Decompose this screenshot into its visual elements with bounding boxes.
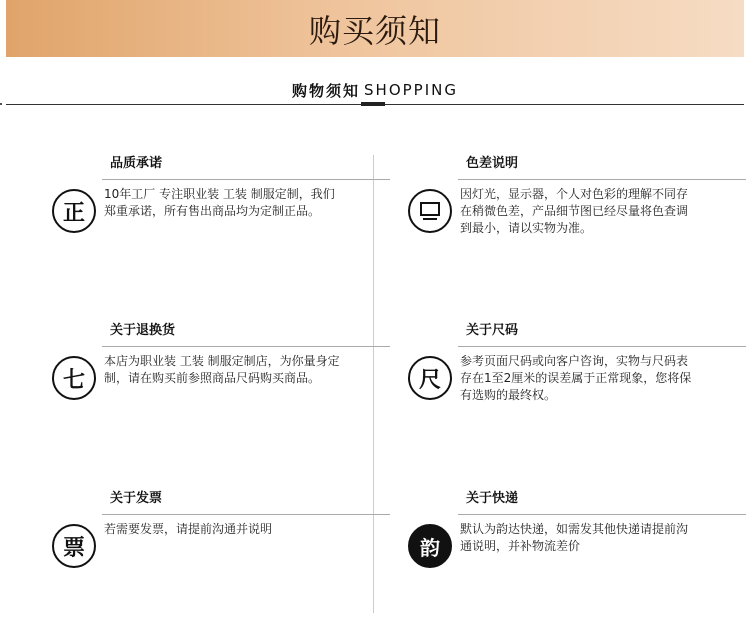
card-title: 关于发票	[110, 491, 163, 506]
card-rule	[458, 179, 746, 180]
card-text: 若需要发票，请提前沟通并说明	[104, 522, 273, 536]
card-quality-promise	[52, 152, 352, 252]
heading-accent-bar	[361, 102, 385, 106]
card-text: 本店为职业装 工装 制服定制店，为你量身定制，请在购买前参照商品尺码购买商品。	[104, 354, 340, 385]
card-title: 关于尺码	[466, 323, 519, 338]
banner-title: 购买须知	[308, 11, 441, 50]
card-rule	[102, 179, 390, 180]
card-text: 参考页面尺码或向客户咨询，实物与尺码表存在1至2厘米的误差属于正常现象，您将保有选购的最终权。	[460, 354, 692, 402]
card-title: 关于退换货	[110, 323, 176, 338]
card-rule	[458, 346, 746, 347]
zheng-icon: 正	[52, 189, 96, 233]
card-title: 色差说明	[466, 156, 519, 171]
divider-dot	[0, 103, 2, 105]
card-color-difference	[408, 152, 708, 252]
card-title: 品质承诺	[110, 156, 163, 171]
card-text: 默认为韵达快递，如需发其他快递请提前沟通说明，并补物流差价	[460, 522, 689, 553]
card-sizing	[408, 319, 708, 419]
section-title-en: SHOPPING	[364, 81, 458, 99]
column-divider	[373, 155, 374, 613]
section-title-cn: 购物须知	[292, 81, 361, 100]
card-shipping	[408, 487, 708, 587]
card-rule	[102, 346, 390, 347]
chi-icon: 尺	[408, 356, 452, 400]
card-text: 10年工厂 专注职业装 工装 制服定制，我们郑重承诺，所有售出商品均为定制正品。	[104, 187, 335, 218]
card-rule	[102, 514, 390, 515]
card-title: 关于快递	[466, 491, 519, 506]
card-returns	[52, 319, 352, 419]
monitor-icon	[408, 189, 452, 233]
yun-logo-icon: 韵	[408, 524, 452, 568]
card-rule	[458, 514, 746, 515]
qi-icon: 七	[52, 356, 96, 400]
top-banner	[6, 0, 744, 57]
card-text: 因灯光，显示器，个人对色彩的理解不同存在稍微色差，产品细节图已经尽量将色查调到最小，请以实物为准。	[460, 187, 689, 235]
card-invoice	[52, 487, 352, 587]
piao-icon: 票	[52, 524, 96, 568]
